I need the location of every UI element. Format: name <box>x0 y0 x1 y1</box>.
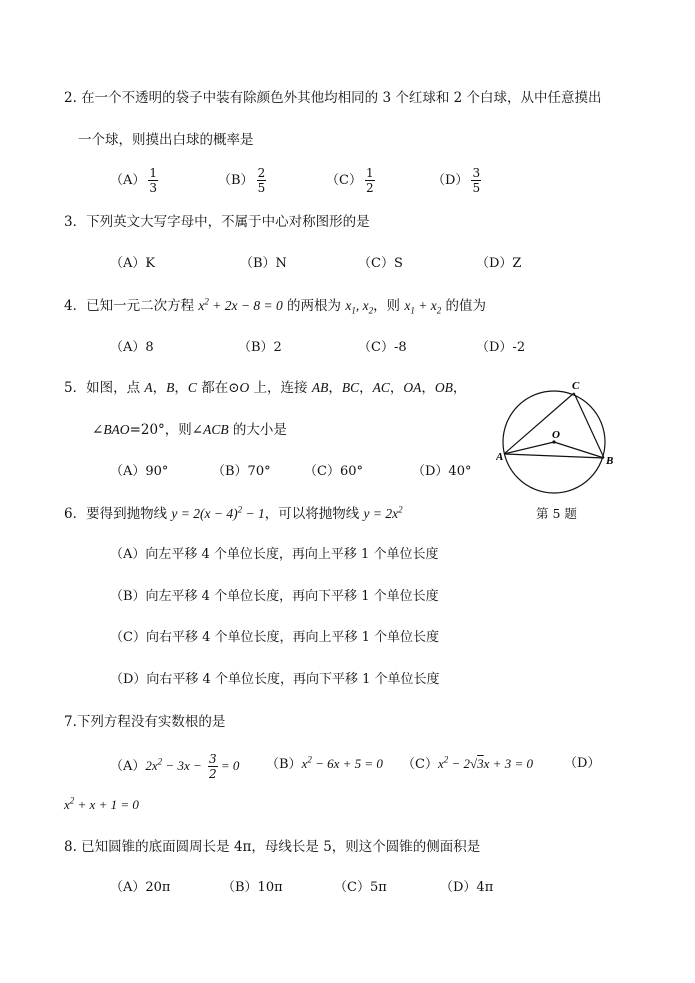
q8-stem: 8. 已知圆锥的底面圆周长是 4π，母线长是 5，则这个圆锥的侧面积是 <box>64 839 481 855</box>
q6-option-b: （B）向左平移 4 个单位长度，再向下平移 1 个单位长度 <box>110 589 439 604</box>
label-o: O <box>552 429 560 441</box>
fraction: $\frac{1}{2}$ <box>365 166 374 195</box>
equation: $x^2 + 2x - 8 = 0$ <box>198 296 283 313</box>
figure-caption: 第 5 题 <box>536 506 577 521</box>
q6-option-c: （C）向右平移 4 个单位长度，再向上平移 1 个单位长度 <box>110 630 440 645</box>
q5-circle-figure <box>496 376 624 494</box>
label-c: C <box>572 380 580 392</box>
parabola-target: $y = 2(x - 4)^2 - 1$ <box>171 504 265 521</box>
q8-option-d: （D）4π <box>440 880 494 895</box>
q2-option-d: （D） $\frac{3}{5}$ <box>432 166 481 195</box>
q8-option-c: （C）5π <box>334 880 387 895</box>
q8-option-b: （B）10π <box>222 880 283 895</box>
q3-option-c: （C）S <box>358 256 403 271</box>
q5-option-b: （B）70° <box>212 464 271 479</box>
fraction: $\frac{1}{3}$ <box>149 166 158 195</box>
label-a: A <box>496 451 504 463</box>
q7-option-d-label: （D） <box>564 756 601 771</box>
q7-option-a: $(A)2x^2 - 3x$ − $\frac{3}{2}$ = 0 <box>110 752 240 781</box>
segment-ob <box>554 442 604 458</box>
q4-option-a: （A）8 <box>110 340 154 355</box>
q2-option-c: （C） $\frac{1}{2}$ <box>326 166 374 195</box>
q2-stem-line1: 2. 在一个不透明的袋子中装有除颜色外其他均相同的 3 个红球和 2 个白球，从中任意摸出 <box>64 90 602 106</box>
q7-option-b: $(B)x^2 - 6x + 5 = 0$ <box>266 754 383 772</box>
segment-bc <box>574 393 604 458</box>
q4-option-b: （B）2 <box>238 340 282 355</box>
q7-option-c: $(C)x^2 - 2√3x + 3 = 0$ <box>402 754 533 772</box>
label-b: B <box>606 455 614 467</box>
q6-option-a: （A）向左平移 4 个单位长度，再向上平移 1 个单位长度 <box>110 547 439 562</box>
q2-stem-line2: 一个球，则摸出白球的概率是 <box>78 132 254 148</box>
q7-stem: 7.下列方程没有实数根的是 <box>64 714 226 730</box>
q5-option-c: （C）60° <box>304 464 363 479</box>
q6-option-d: （D）向右平移 4 个单位长度，再向下平移 1 个单位长度 <box>110 672 440 687</box>
q4-stem: 4．已知一元二次方程 $x^2 + 2x - 8 = 0$ 的两根为 $x_1$, $x_2$，则 $x_1 + x_2$ 的值为 <box>64 296 487 316</box>
q5-stem-line2: ∠BAO=20°，则∠ACB 的大小是 <box>92 422 287 438</box>
parabola-source: $y = 2x^2$ <box>363 504 403 521</box>
fraction: $\frac{3}{5}$ <box>472 166 481 195</box>
q5-option-a: （A）90° <box>110 464 169 479</box>
q5-option-d: （D）40° <box>412 464 472 479</box>
q2-option-a: （A） $\frac{1}{3}$ <box>110 166 158 195</box>
q4-option-d: （D）-2 <box>476 340 526 355</box>
q3-stem: 3．下列英文大写字母中，不属于中心对称图形的是 <box>64 214 370 230</box>
q4-option-c: （C）-8 <box>358 340 407 355</box>
fraction: $\frac{2}{5}$ <box>257 166 266 195</box>
q5-stem-line1: 5．如图，点 A，B，C 都在⊙O 上，连接 AB，BC，AC，OA，OB， <box>64 380 467 396</box>
q3-option-a: （A）K <box>110 256 156 271</box>
q6-stem: 6．要得到抛物线 $y = 2(x - 4)^2 - 1$，可以将抛物线 $y = 2x^2$ <box>64 504 403 522</box>
q8-option-a: （A）20π <box>110 880 171 895</box>
q7-option-d-equation: $x^2 + x + 1 = 0$ <box>64 795 139 812</box>
segment-ab <box>504 454 604 458</box>
q3-option-b: （B）N <box>240 256 287 271</box>
q3-option-d: （D）Z <box>476 256 522 271</box>
q2-option-b: （B） $\frac{2}{5}$ <box>218 166 266 195</box>
